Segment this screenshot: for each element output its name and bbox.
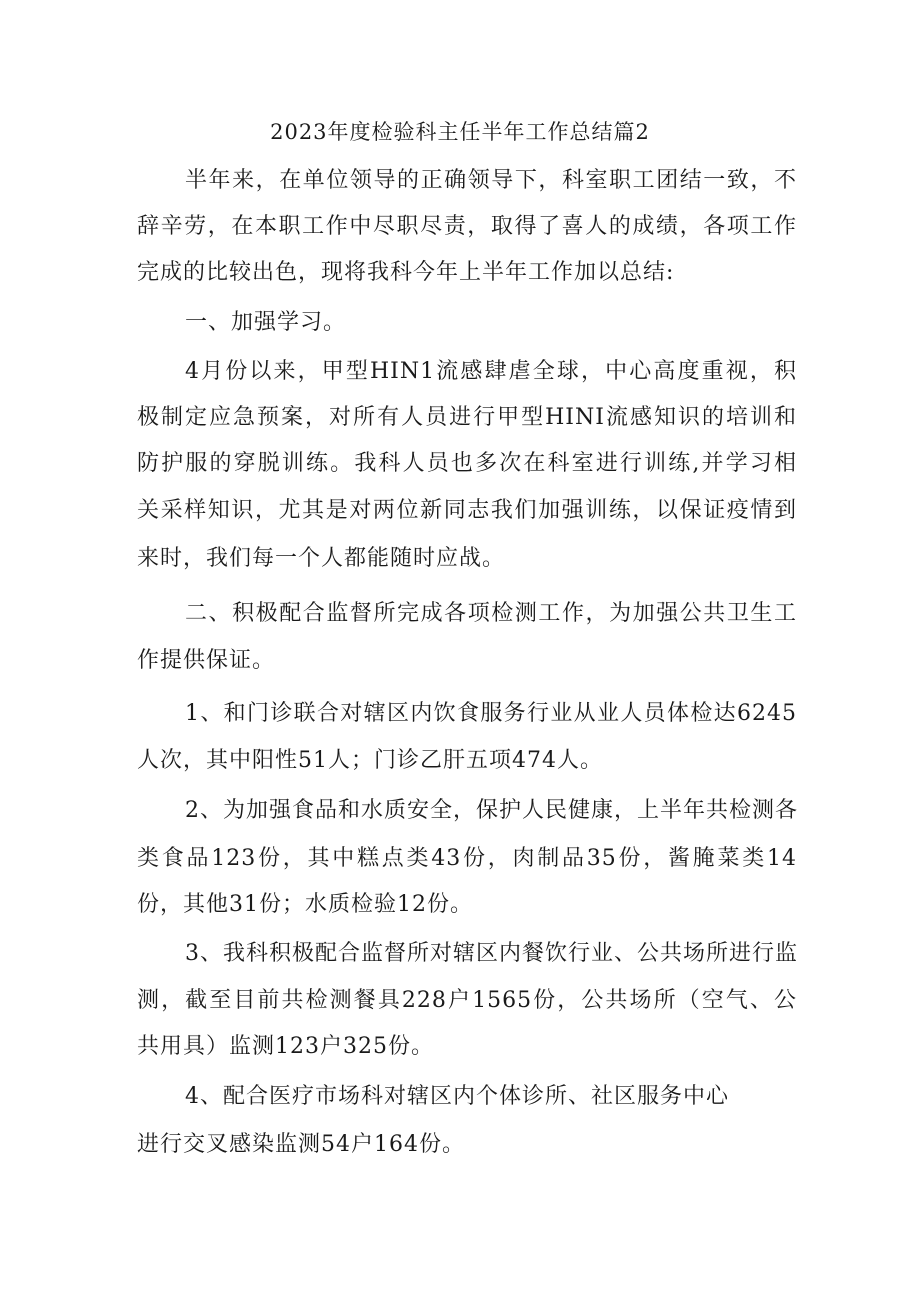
section-heading: 二、积极配合监督所完成各项检测工作，为加强公共卫生工 <box>185 601 797 626</box>
list-item-line: 2、为加强食品和水质安全，保护人民健康，上半年共检测各 <box>185 798 798 823</box>
list-item-line: 进行交叉感染监测54户164份。 <box>137 1132 465 1157</box>
paragraph-line: 来时，我们每一个人都能随时应战。 <box>137 546 506 571</box>
paragraph-line: 极制定应急预案，对所有人员进行甲型HINI流感知识的培训和 <box>137 405 797 430</box>
paragraph-line: 防护服的穿脱训练。我科人员也多次在科室进行训练,并学习相 <box>137 451 797 476</box>
list-item-line: 1、和门诊联合对辖区内饮食服务行业从业人员体检达6245 <box>185 701 797 726</box>
list-item-line: 人次，其中阳性51人；门诊乙肝五项474人。 <box>137 748 603 773</box>
list-item-line: 份，其他31份；水质检验12份。 <box>137 892 473 917</box>
section-heading: 一、加强学习。 <box>185 310 347 335</box>
document-title: 2023年度检验科主任半年工作总结篇2 <box>270 120 650 144</box>
list-item-line: 类食品123份，其中糕点类43份，肉制品35份，酱腌菜类14 <box>137 846 797 871</box>
paragraph-line: 半年来，在单位领导的正确领导下，科室职工团结一致，不 <box>185 168 797 193</box>
list-item-line: 测，截至目前共检测餐具228户1565份，公共场所（空气、公 <box>137 988 797 1013</box>
paragraph-line: 辞辛劳，在本职工作中尽职尽责，取得了喜人的成绩，各项工作 <box>137 214 797 239</box>
paragraph-line: 完成的比较出色，现将我科今年上半年工作加以总结: <box>137 260 675 285</box>
paragraph-line: 4月份以来，甲型HIN1流感肆虐全球，中心高度重视，积 <box>185 359 797 384</box>
list-item-line: 4、配合医疗市场科对辖区内个体诊所、社区服务中心 <box>185 1084 729 1109</box>
paragraph-line: 关采样知识，尤其是对两位新同志我们加强训练，以保证疫情到 <box>137 498 797 523</box>
list-item-line: 3、我科积极配合监督所对辖区内餐饮行业、公共场所进行监 <box>185 941 798 966</box>
section-heading-continuation: 作提供保证。 <box>137 648 276 673</box>
list-item-line: 共用具）监测123户325份。 <box>137 1034 434 1059</box>
